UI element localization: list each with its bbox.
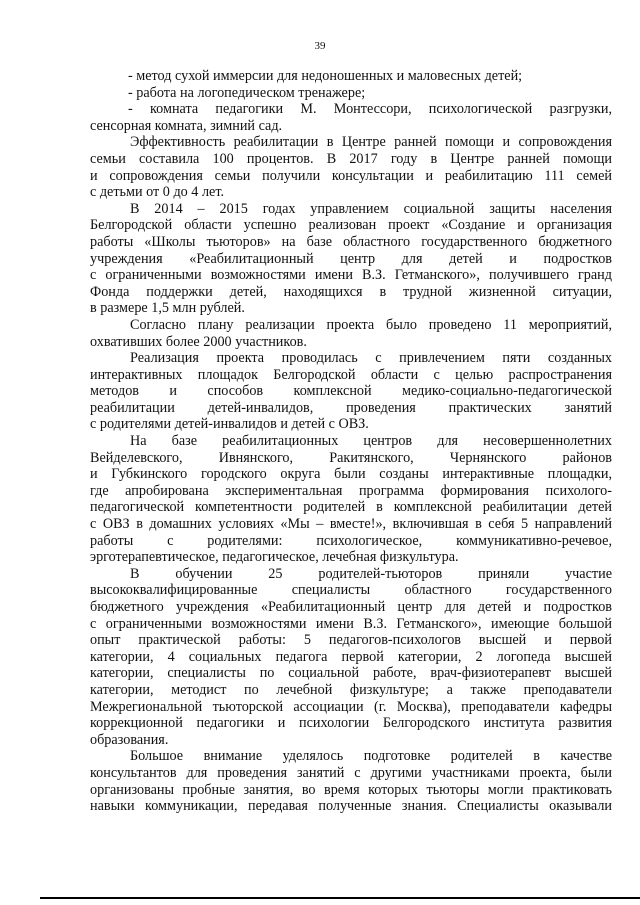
text-line: сенсорная комната, зимний сад. (90, 117, 283, 134)
text-line: организованы пробные занятия, во время которых тьюторы могли практиковать (90, 781, 612, 798)
text-line: семьи составила 100 процентов. В 2017 году в Центре ранней помощи (90, 150, 612, 167)
text-line: Эффективность реабилитации в Центре ранней помощи и сопровождения (130, 134, 612, 151)
document-body (90, 68, 612, 815)
text-line: в размере 1,5 млн рублей. (90, 300, 245, 317)
text-line: - метод сухой иммерсии для недоношенных и маловесных детей; (128, 68, 523, 84)
text-line: работы «Школы тьюторов» на базе областного государственного бюджетного (90, 233, 612, 250)
text-line: Белгородской области успешно реализован проект «Создание и организация (90, 217, 612, 234)
text-line: опыт практической работы: 5 педагогов-психологов высшей и первой (90, 632, 612, 649)
text-line: педагогической компетентности родителей в комплексной реабилитации детей (90, 499, 612, 516)
text-line: Межрегиональной тьюторской ассоциации (г. Москва), преподаватели кафедры (90, 698, 612, 715)
text-line: интерактивных площадок Белгородской области с целью распространения (90, 366, 612, 383)
text-line: Реализация проекта проводилась с привлечением пяти созданных (130, 350, 612, 367)
text-line: где апробирована экспериментальная программа формирования психолого- (90, 482, 612, 499)
text-line: учреждения «Реабилитационный центр для детей и подростков (90, 250, 612, 267)
text-line: Фонда поддержки детей, находящихся в трудной жизненной ситуации, (90, 283, 612, 300)
text-line: В 2014 – 2015 годах управлением социальной защиты населения (130, 200, 612, 217)
text-line: эрготерапевтическое, педагогическое, лечебная физкультура. (90, 549, 459, 566)
text-line: консультантов для проведения занятий с другими участниками проекта, были (90, 764, 612, 781)
text-line: навыки коммуникации, передавая полученные знания. Специалисты оказывали (90, 798, 612, 815)
text-line: В обучении 25 родителей-тьюторов приняли участие (130, 565, 612, 582)
text-line: методов и способов комплексной медико-социально-педагогической (90, 383, 612, 400)
text-line: категории, методист по лечебной физкультуре; а также преподаватели (90, 681, 612, 698)
text-line: образования. (90, 731, 169, 748)
text-line: категории, 4 социальных педагога первой категории, 2 логопеда высшей (90, 648, 612, 665)
text-line: реабилитации детей-инвалидов, проведения практических занятий (90, 399, 612, 416)
text-line: и сопровождения семьи получили консультации и реабилитацию 111 семей (90, 167, 612, 184)
text-line: На базе реабилитационных центров для несовершеннолетних (130, 433, 612, 450)
text-line: с детьми от 0 до 4 лет. (90, 184, 224, 201)
text-line: с ОВЗ в домашних условиях «Мы – вместе!», включившая в себя 5 направлений (90, 516, 612, 533)
text-line: Вейделевского, Ивнянского, Ракитянского, Чернянского районов (90, 449, 612, 466)
text-line: охвативших более 2000 участников. (90, 333, 307, 350)
text-line: Согласно плану реализации проекта было проведено 11 мероприятий, (130, 316, 612, 333)
page-bottom-rule (40, 897, 640, 899)
text-line: с родителями детей-инвалидов и детей с ОВЗ. (90, 416, 369, 433)
text-line: категории, специалисты по социальной работе, врач-физиотерапевт высшей (90, 665, 612, 682)
page-number: 39 (314, 40, 326, 52)
text-line: высококвалифицированные специалисты областного государственного (90, 582, 612, 599)
text-line: с ограниченными возможностями имени В.З. Гетманского», получившего гранд (90, 267, 612, 284)
text-line: с ограниченными возможностями имени В.З. Гетманского», имеющие большой (90, 615, 612, 632)
text-line: и Губкинского городского округа были созданы интерактивные площадки, (90, 466, 612, 483)
text-line: - комната педагогики М. Монтессори, психологической разгрузки, (128, 101, 612, 118)
text-line: - работа на логопедическом тренажере; (128, 84, 366, 101)
text-line: бюджетного учреждения «Реабилитационный центр для детей и подростков (90, 599, 612, 615)
text-line: работы с родителями: психологическое, коммуникативно-речевое, (90, 532, 612, 549)
text-line: коррекционной педагогики и психологии Белгородского института развития (90, 715, 612, 732)
text-line: Большое внимание уделялось подготовке родителей в качестве (130, 748, 612, 765)
